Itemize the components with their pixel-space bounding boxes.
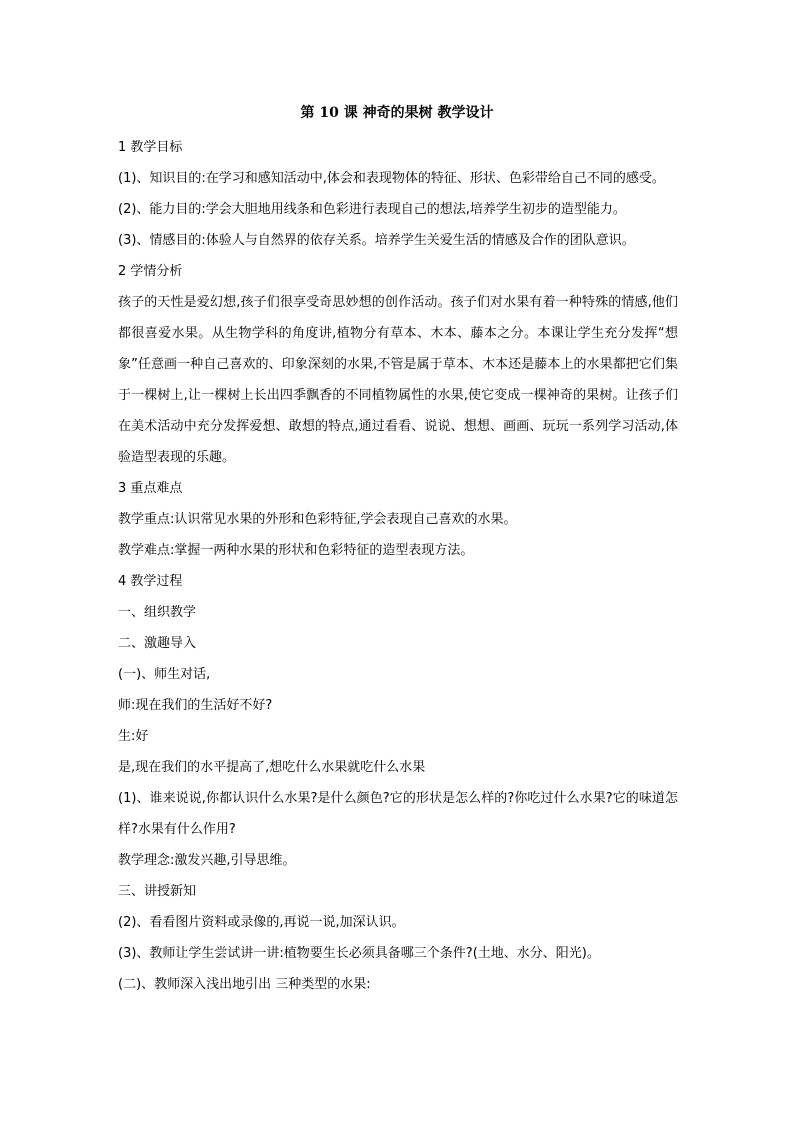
step-new-knowledge: 三、讲授新知 (118, 884, 197, 899)
paragraph-fruit-questions: (1)、谁来说说,你都认识什么水果?是什么颜色?它的形状是怎么样的?你吃过什么水果?它的味道怎样?水果有什么作用? (118, 791, 678, 837)
step-organize-teaching: 一、组织教学 (118, 605, 197, 620)
paragraph-teaching-philosophy: 教学理念:激发兴趣,引导思维。 (118, 853, 296, 868)
section-heading-key-points: 3 重点难点 (118, 481, 183, 496)
paragraph-ability-objective: (2)、能力目的:学会大胆地用线条和色彩进行表现自己的想法,培养学生初步的造型能力。 (118, 202, 626, 217)
dialogue-student-line: 生:好 (118, 729, 149, 744)
paragraph-key-point: 教学重点:认识常见水果的外形和色彩特征,学会表现自己喜欢的水果。 (118, 512, 517, 527)
dialogue-teacher-line: 师:现在我们的生活好不好? (118, 698, 273, 713)
section-heading-teaching-process: 4 教学过程 (118, 574, 183, 589)
paragraph-emotion-objective: (3)、情感目的:体验人与自然界的依存关系。培养学生关爱生活的情感及合作的团队意识。 (118, 233, 635, 248)
section-heading-student-analysis: 2 学情分析 (118, 264, 183, 279)
paragraph-student-analysis: 孩子的天性是爱幻想,孩子们很享受奇思妙想的创作活动。孩子们对水果有着一种特殊的情感,他们都很喜爱水果。从生物学科的角度讲,植物分有草本、木本、藤本之分。本课让学生充分发挥“想象”任意画一种自己喜欢的、印象深刻的水果,不管是属于草本、木本还是藤本上的水果都把它们集于一棵树上,让一棵树上长出四季飘香的不同植物属性的水果,使它变成一棵神奇的果树。让孩子们在美术活动中充分发挥爱想、敢想的特点,通过看看、说说、想想、画画、玩玩一系列学习活动,体验造型表现的乐趣。 (118, 295, 678, 465)
paragraph-view-pictures: (2)、看看图片资料或录像的,再说一说,加深认识。 (118, 915, 405, 930)
document-body (118, 132, 678, 1000)
paragraph-difficult-point: 教学难点:掌握一两种水果的形状和色彩特征的造型表现方法。 (118, 543, 474, 558)
section-heading-objectives: 1 教学目标 (118, 140, 183, 155)
paragraph-three-fruit-types: (二)、教师深入浅出地引出 三种类型的水果: (118, 977, 371, 992)
document-title: 第 10 课 神奇的果树 教学设计 (300, 105, 494, 121)
paragraph-growth-conditions: (3)、教师让学生尝试讲一讲:植物要生长必须具备哪三个条件?(土地、水分、阳光)。 (118, 946, 600, 961)
dialogue-teacher-reply: 是,现在我们的水平提高了,想吃什么水果就吃什么水果 (118, 760, 426, 775)
substep-dialogue: (一)、师生对话, (118, 667, 211, 682)
paragraph-knowledge-objective: (1)、知识目的:在学习和感知活动中,体会和表现物体的特征、形状、色彩带给自己不同的感受。 (118, 171, 665, 186)
step-introduction: 二、激趣导入 (118, 636, 197, 651)
